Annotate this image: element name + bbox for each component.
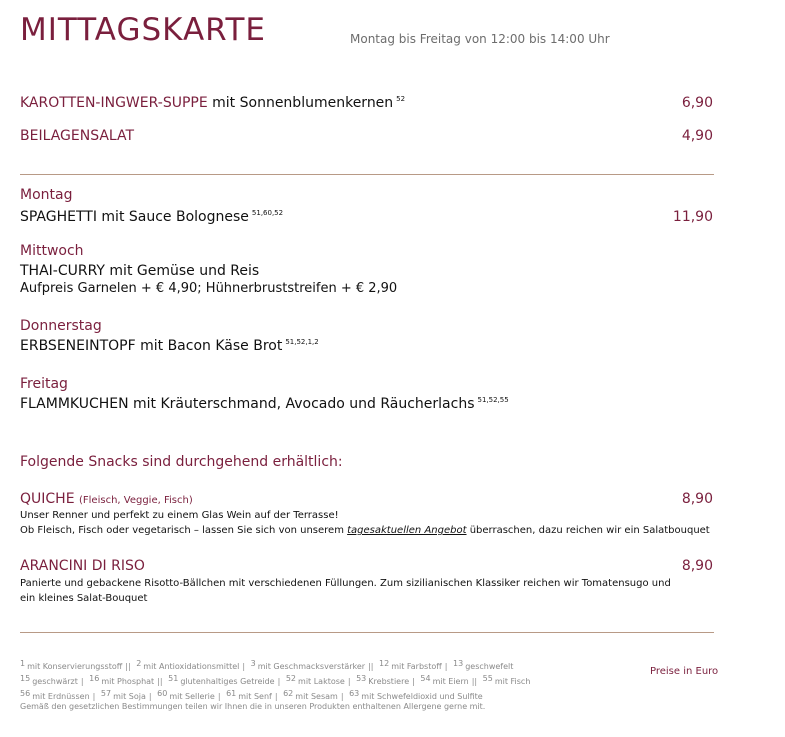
allergen-number: 3	[250, 659, 256, 668]
allergen-number: 12	[379, 659, 390, 668]
day-label: Donnerstag	[20, 318, 102, 334]
description-text: Ob Fleisch, Fisch oder vegetarisch – lassen Sie sich von unserem	[20, 525, 348, 536]
allergen-number: 52	[285, 674, 297, 683]
day-label: Freitag	[20, 376, 68, 392]
allergen-number: 53	[356, 674, 367, 683]
item-description: Panierte und gebackene Risotto-Bällchen mit verschiedenen Füllungen. Zum sizilianischen Klassiker reichen wir Tomatensugo und	[20, 578, 671, 589]
menu-item-quiche	[20, 491, 193, 507]
allergen-number: 13	[453, 659, 464, 668]
page-title: MITTAGSKARTE	[20, 12, 266, 48]
allergen-text: glutenhaltiges Getreide	[180, 677, 275, 686]
allergen-text: mit Sellerie	[169, 692, 215, 701]
allergen-text: geschwärzt	[32, 677, 78, 686]
item-description: mit Sonnenblumenkernen	[212, 95, 394, 111]
currency-note: Preise in Euro	[650, 666, 719, 677]
item-variants: (Fleisch, Veggie, Fisch)	[79, 495, 193, 506]
allergen-number: 15	[20, 674, 31, 683]
snacks-heading: Folgende Snacks sind durchgehend erhältlich:	[20, 454, 343, 470]
allergen-number: 56	[20, 689, 31, 698]
dish-note: Aufpreis Garnelen + € 4,90; Hühnerbruststreifen + € 2,90	[20, 281, 398, 296]
allergen-legend-row: 56 mit Erdnüssen | 57 mit Soja | 60 mit Sellerie | 61 mit Senf | 62 mit Sesam | 63 mit Schwefeldioxid und Sulfite	[20, 689, 483, 701]
allergen-codes: 52	[396, 95, 406, 103]
item-price: 8,90	[681, 491, 713, 507]
allergen-number: 57	[100, 689, 112, 698]
item-price: 11,90	[672, 209, 713, 225]
item-name: QUICHE	[20, 491, 75, 507]
divider	[20, 632, 714, 633]
item-price: 6,90	[681, 95, 713, 111]
allergen-text: mit Sesam	[295, 692, 338, 701]
allergen-text: mit Erdnüssen	[32, 692, 90, 701]
allergen-text: mit Antioxidationsmittel	[143, 662, 240, 671]
allergen-text: mit Eiern	[432, 677, 469, 686]
allergen-codes: 51,60,52	[251, 209, 284, 217]
day-label: Montag	[20, 187, 73, 203]
allergen-text: mit Phosphat	[101, 677, 155, 686]
allergen-number: 2	[136, 659, 142, 668]
allergen-number: 61	[226, 689, 237, 698]
item-description: ein kleines Salat-Bouquet	[20, 593, 148, 604]
allergen-number: 55	[482, 674, 493, 683]
allergen-number: 63	[349, 689, 360, 698]
item-price: 4,90	[681, 128, 713, 144]
allergen-legend-row: 1 mit Konservierungsstoff || 2 mit Antioxidationsmittel | 3 mit Geschmacksverstärker || 12 mit Farbstoff | 13 geschwefelt	[20, 659, 514, 671]
allergen-text: mit Laktose	[298, 677, 345, 686]
allergen-text: Krebstiere	[368, 677, 410, 686]
menu-item-salad	[20, 128, 134, 144]
item-name: KAROTTEN-INGWER-SUPPE	[20, 95, 208, 111]
allergen-legend-row: 15 geschwärzt | 16 mit Phosphat || 51 glutenhaltiges Getreide | 52 mit Laktose | 53 Krebstiere | 54 mit Eiern || 55 mit Fisch	[20, 674, 531, 686]
item-name: ARANCINI DI RISO	[20, 558, 145, 574]
allergen-number: 1	[20, 659, 26, 668]
item-price: 8,90	[681, 558, 713, 574]
allergen-text: mit Fisch	[494, 677, 531, 686]
service-hours: Montag bis Freitag von 12:00 bis 14:00 Uhr	[350, 32, 610, 46]
allergen-number: 51	[168, 674, 179, 683]
allergen-text: mit Konservierungsstoff	[27, 662, 123, 671]
daily-dish	[20, 396, 509, 412]
dish-name: SPAGHETTI mit Sauce Bolognese	[20, 209, 249, 225]
daily-offer-link: tagesaktuellen Angebot	[347, 525, 467, 536]
dish-name: ERBSENEINTOPF mit Bacon Käse Brot	[20, 338, 283, 354]
daily-dish	[20, 209, 283, 225]
divider	[20, 174, 714, 175]
allergen-number: 16	[89, 674, 100, 683]
allergen-text: mit Geschmacksverstärker	[257, 662, 366, 671]
allergen-legal-note: Gemäß den gesetzlichen Bestimmungen teilen wir Ihnen die in unseren Produkten enthaltenen Allergene gerne mit.	[20, 702, 486, 711]
dish-name: FLAMMKUCHEN mit Kräuterschmand, Avocado und Räucherlachs	[20, 396, 475, 412]
item-description	[20, 523, 710, 538]
dish-name: THAI-CURRY mit Gemüse und Reis	[20, 263, 260, 279]
daily-dish	[20, 338, 319, 354]
allergen-number: 60	[157, 689, 168, 698]
allergen-codes: 51,52,55	[477, 396, 509, 404]
description-text: überraschen, dazu reichen wir ein Salatbouquet	[466, 525, 710, 536]
allergen-text: mit Soja	[113, 692, 146, 701]
item-name: BEILAGENSALAT	[20, 128, 135, 144]
allergen-codes: 51,52,1,2	[285, 338, 319, 346]
day-label: Mittwoch	[20, 243, 84, 259]
allergen-text: mit Schwefeldioxid und Sulfite	[361, 692, 483, 701]
menu-item-arancini	[20, 558, 145, 574]
allergen-text: mit Farbstoff	[391, 662, 442, 671]
allergen-number: 62	[283, 689, 294, 698]
allergen-number: 54	[420, 674, 431, 683]
allergen-text: mit Senf	[238, 692, 272, 701]
allergen-text: geschwefelt	[465, 662, 514, 671]
menu-item-soup	[20, 95, 405, 111]
item-description: Unser Renner und perfekt zu einem Glas Wein auf der Terrasse!	[20, 510, 339, 521]
